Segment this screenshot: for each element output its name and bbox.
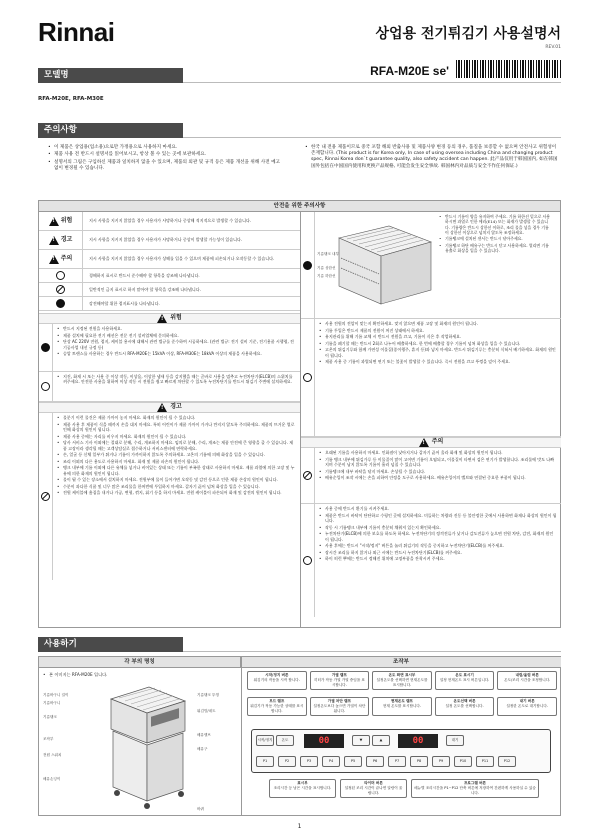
safety-box	[38, 200, 561, 628]
symbol-row-ground	[39, 297, 300, 311]
part-label: 조작부	[43, 737, 54, 741]
oil-item: • 기름탱크에 설치된 센서는 반드시 닦아주세요.	[439, 236, 551, 241]
ground-icon	[303, 261, 312, 270]
caution-item: • 사용 후에는 반드시 "시작/정지" 버튼을 눌러 튀김기의 작동을 중지하고 누전차단기(ELCB)를 꺼주세요.	[319, 543, 557, 548]
page-number: 1	[297, 823, 302, 830]
oil-level-block	[301, 212, 561, 319]
fryer-tank-diagram	[319, 220, 437, 310]
divider	[183, 82, 561, 83]
warning-item: • 제품 사용 후 제품이 식을 때까지 손을 대지 마세요. 특히 어린이가 제품 가까이 가거나 만지지 않도록 주의하세요. 제품의 뜨거운 열로 인해 화상의 원인이 됩니다.	[57, 422, 296, 433]
program-button-p8[interactable]: P8	[410, 756, 428, 767]
mandatory-icon	[303, 556, 312, 565]
down-button[interactable]: ▼	[352, 735, 370, 746]
parts-header: 각 부의 명칭	[39, 657, 241, 668]
fryer-illustration	[101, 681, 191, 813]
ground-icon	[56, 299, 65, 308]
panel-label-title: 온도선택 버튼	[453, 699, 476, 703]
panel-label-desc: 온도/조리 시간을 조정합니다.	[504, 677, 551, 682]
program-button-p7[interactable]: P7	[388, 756, 406, 767]
divider	[183, 137, 561, 138]
parts-note	[43, 672, 233, 679]
oil-item: • 반드시 기름이 양을 유지하여 주세요. 기름 하한선 밑으로 사용하시면 과열로 인한 에러(E14) 또는 화재가 발생할 수 있습니다. 기름량은 반드시 상한선 이하로, 조리 물을 넣을 경우 기름이 상한선 이상으로 넘치지 않도록 조정하세요.	[439, 214, 551, 235]
panel-label-desc: 튀김기가 작동 가능한 상태를 표시합니다.	[250, 703, 304, 713]
panel-label-desc: 메뉴별 조리시간을 P1~P12 단축 버튼에 저장하여 간편하게 사용하실 수 있습니다.	[414, 785, 536, 795]
document-title: 상업용 전기튀김기 사용설명서	[375, 26, 561, 42]
oil-level-list	[439, 214, 551, 254]
notice-right-list	[305, 145, 561, 171]
panel-label-title: 온도 화면 표시부	[388, 673, 416, 677]
usage-box	[38, 656, 561, 816]
danger-list	[53, 324, 300, 371]
caution-item: • 기름탱크에 내부 바닥을 닦지 마세요. 손상될 수 있습니다.	[319, 469, 557, 474]
danger-label: 위험	[170, 314, 182, 322]
legend-symbol-label: 주의	[60, 254, 73, 262]
part-label: 기름탱크	[43, 715, 57, 719]
warning-item: • 수분이 과다한 식품 및 너무 많은 조리물을 한꺼번에 투입하지 마세요. 갑자기 끓어 넘쳐 화상을 입을 수 있습니다.	[57, 484, 296, 489]
model-section-label: 모델명	[44, 70, 69, 80]
symbol-text: 경해하지 표시로 반드시 준수해야 할 항목을 강조해 나타냅니다.	[89, 272, 200, 278]
panel-label-desc: 조리시간 등 남은 시간을 표시합니다.	[273, 785, 332, 790]
caution-item: • 누전차단기(ELCB)에 의한 보호를 하도록 하세요. 누전차단기의 정격전류가 낮거나 감도전류가 높으면 전원 차단, 감전, 화재의 원인이 됩니다.	[319, 531, 557, 542]
legend-text: 지시 사항을 지키지 않았을 경우 사용자가 사망하거나 중상해 적지적으로 발생할 수 있습니다.	[89, 218, 252, 224]
operation-item: • 제품 사용 중 기름이 과열되면 연기 또는 불꽃이 발생할 수 있습니다. 즉시 전원을 끄고 뚜껑을 덮어 주세요.	[319, 359, 557, 364]
warning-item: • 물이 튈 수 있는 장소에서 설치하지 마세요. 전원부에 물이 들어가면 오작동 및 감전 등으로 인한 제품 손상의 원인이 됩니다.	[57, 477, 296, 482]
panel-header: 조작부	[241, 657, 561, 668]
panel-label-title: 프로그램 버튼	[463, 781, 487, 785]
model-names: RFA-M20E, RFA-M30E	[38, 96, 104, 102]
notice-item: • 이 제품은 상업용(업소용)으로만 가정용으로 사용하지 마세요.	[48, 145, 283, 151]
diagram-label: 기름 상한선	[317, 266, 336, 270]
program-button-p10[interactable]: P10	[454, 756, 472, 767]
notice-section-bar	[38, 123, 183, 138]
model-code: RFA-M20E se'	[370, 64, 449, 78]
panel-label-desc: 설정온도를 선택하면 현재온도를 표시합니다.	[376, 677, 428, 687]
caution-item: • 제품은 반드시 바닥이 단단하고 수평인 곳에 설치하세요. 미들하는 차량과 진동 등 불안정한 곳에서 사용하면 화재나 화상의 원인이 됩니다.	[319, 513, 557, 524]
program-button-p11[interactable]: P11	[476, 756, 494, 767]
timer-display: 00	[398, 734, 438, 748]
panel-standby-key	[446, 735, 464, 746]
caution-block-2	[301, 504, 561, 617]
legend-symbol-label: 위험	[60, 216, 73, 224]
safety-right-column	[301, 212, 561, 628]
part-label: 기름바구니	[43, 701, 61, 705]
warning-list	[53, 413, 300, 580]
warning-item: • 탱크 내부에 기름 이외에 다른 유체를 넣거나 비어있는 상태 또는 기름이 부족한 상태로 사용하지 마세요. 제품 과열에 의한 고장 및 누유에 의한 화재의 원인이 됩니다.	[57, 465, 296, 476]
ground-icon	[41, 343, 50, 352]
oil-item: • 기름탱크 하단 배유구는 반드시 닫고 사용하세요. 열리면 기름 유출로 화상을 입을 수 있습니다.	[439, 243, 551, 254]
danger-item: • 단상 AC 220V 전원, 접지, 케이블 용시에 대해서 관련 법규를 준수하여 시공하세요. (관련 법규: 전기 설비 기준, 전기용품 시행령, 전기공사업 내선 규정 등)	[57, 339, 296, 350]
program-keys	[256, 756, 516, 767]
warning-item: • 전원 케이블에 흠집을 내거나 가공, 변형, 꺾지, 휘기 등을 하지 마세요. 전원 케이블이 파손되어 화재 및 감전의 원인이 됩니다.	[57, 490, 296, 495]
caution-subheader	[301, 437, 561, 448]
operation-item: • 기름 투입은 반드시 제품의 전원이 꺼진 상태에서 하세요.	[319, 328, 557, 333]
notice-section-label: 주의사항	[44, 125, 77, 135]
caution-item: • 작동 시 기름탱크 내부에 기름이 충분히 채워져 있는지 확인하세요.	[319, 525, 557, 530]
operation-item: • 기름을 폐기할 때는 반드시 2회로 나누어 배출하세요. 한 번에 배출할 경우 기름이 넘쳐 화상을 입을 수 있습니다.	[319, 341, 557, 346]
panel-arrow-keys	[352, 735, 390, 746]
danger-block-2	[39, 372, 300, 402]
program-button-p9[interactable]: P9	[432, 756, 450, 767]
part-label: 기름바구니 걸이	[43, 693, 69, 697]
panel-label-title: 가열 램프	[331, 673, 347, 677]
panel-label-desc: 튀김기의 작동을 시작 합니다.	[253, 677, 300, 682]
program-button-p2[interactable]: P2	[278, 756, 296, 767]
legend-warning	[39, 231, 300, 250]
caution-item: • 사용 중에 반드시 환기를 시켜주세요.	[319, 506, 557, 511]
prohibited-icon	[56, 285, 65, 294]
caution-item: • 장시간 조리를 하지 않거나 외근 시에는 반드시 누전차단기(ELCB)를 꺼주세요.	[319, 550, 557, 555]
operation-list	[315, 319, 561, 436]
part-label: 전원 스위치	[43, 753, 62, 757]
symbol-text: 일반적인 금지 표시로 하지 말아야 할 항목을 강조해 나타냅니다.	[89, 286, 201, 292]
mandatory-icon	[41, 382, 50, 391]
danger-subheader	[39, 313, 300, 324]
oil-level-content	[315, 212, 561, 318]
warning-triangle-icon	[49, 236, 59, 245]
legend-danger	[39, 212, 300, 231]
usage-section-bar	[38, 637, 183, 652]
mandatory-icon	[56, 271, 65, 280]
warning-triangle-icon	[419, 438, 429, 447]
danger-list-2	[53, 372, 300, 401]
part-label: 배유손잉이	[43, 777, 61, 781]
legend-text: 지시 사항을 지키지 않았을 경우 사용자가 사망하거나 중상이 발생할 가능성이 있습니다.	[89, 237, 243, 243]
notice-left-list	[48, 145, 283, 173]
panel-label-title: 가열 차단 램프	[327, 699, 352, 703]
danger-item: • 반드시 지정된 전원을 사용하세요.	[57, 326, 296, 331]
diagram-label: 기름 하한선	[317, 274, 336, 278]
caution-item: • 배유순잉이 조작 시에는 손을 피하여 안정을 도구로 사용하세요. 배유손잉이의 밸브와 연결된 중요한 부품이 됩니다.	[319, 475, 557, 480]
notice-item: • 한국 내 전용 제품이므로 중국 포함 해외 반출사용 및 제품사양 변경 등의 경우, 품질을 보증할 수 없으며 안전사고 위험성이 존재합니다. (This product is for Korea only, In case of using oversea including China and changing product spec, Rinnai Korea don`t guarantee quality, also safety accident can happen. 此产品仅用于韩国国内, 如在韩国国外包括在中国国内使用和更换产品规格, 可能会发生安全事故. 韩国林内对品质与安全不作任何保证.)	[305, 145, 561, 170]
program-button-p4[interactable]: P4	[322, 756, 340, 767]
panel-label-desc: 설정 온도를 선택합니다.	[445, 703, 484, 708]
caution-item: • 오래된 기름을 사용하지 마세요. 인화점이 낮아지거나 갑자기 끓어 올라 화재 및 화상의 원인이 됩니다.	[319, 450, 557, 455]
standby-button[interactable]: 대기	[446, 735, 464, 746]
part-label: 기름탱크 뚜껑	[197, 693, 219, 697]
caution-block	[301, 448, 561, 504]
warning-item: • 당사 서비스 기사 이외에는 절대로 분해, 수리, 개조하지 마세요. 임의로 분해, 수리, 개조는 제품 안전에 큰 영향을 줄 수 있습니다. 제품 고장이라 생각될 때는 고객상담실로 접수하거나 서비스센터에 연락하세요.	[57, 440, 296, 451]
danger-item: • 지진, 화재 시 또는 사용 중 이상 작동, 이상음, 이상한 냄새 등을 감지했을 때는 곧바로 사용을 멈추고 누전차단기(ELCB)의 스위치를 꺼주세요. 안전한 사용을 위하여 이상 작동 시 전원을 쉽고 빠르게 차단할 수 있도록 누전차단기를 반드시 튀김기 주변에 설치하세요.	[57, 374, 296, 385]
panel-labels-top	[247, 671, 557, 690]
panel-label-desc: 현재 온도를 표시합니다.	[382, 703, 422, 708]
brand-logo: Rinnai	[38, 17, 115, 47]
program-button-p6[interactable]: P6	[366, 756, 384, 767]
program-button-p5[interactable]: P5	[344, 756, 362, 767]
caution-label: 주의	[431, 438, 444, 446]
panel-label-title: 대기 버튼	[519, 699, 535, 703]
caution-item: • 기름 탱크 내부에 튀김가루 등 이물질이 많이 고이면 기름이 오염되고, 이물질이 타면서 검은 연기가 발생합니다. 조리물에 맛도 나빠지며 수분이 남지 않도록 기름이 흘러 넘칠 수 있습니다.	[319, 457, 557, 468]
operation-item: • 사용 전원의 전압이 맞는지 확인하세요. 맞지 않으면 제품 고장 및 화재의 원인이 됩니다.	[319, 321, 557, 326]
symbol-row-mandatory	[39, 269, 300, 283]
panel-top-keys	[256, 735, 294, 746]
legend-symbol-label: 경고	[60, 235, 73, 243]
warning-label: 경고	[170, 403, 182, 411]
warning-subheader	[39, 402, 300, 413]
program-button-p1[interactable]: P1	[256, 756, 274, 767]
prohibited-icon	[303, 471, 312, 480]
symbol-row-prohibited	[39, 283, 300, 297]
operation-block	[301, 319, 561, 437]
mandatory-icon	[303, 373, 312, 382]
caution-list	[315, 448, 561, 503]
divider	[241, 657, 242, 815]
warning-triangle-icon	[157, 314, 167, 323]
panel-labels-bottom	[269, 779, 539, 798]
warning-item: • 손, 얼굴 등 신체 일부가 튀거나 기름이 가까이하지 않도록 주의하세요. 고온의 기름에 의해 화상을 입을 수 있습니다.	[57, 452, 296, 457]
temperature-display: 00	[304, 734, 344, 748]
panel-label-title: 모드 램프	[269, 699, 285, 703]
control-panel	[251, 729, 551, 773]
usage-section-label: 사용하기	[44, 639, 77, 649]
part-label: 배유밸브	[197, 733, 211, 737]
start-stop-button[interactable]: 시작/정지	[256, 735, 274, 746]
diagram-label: 기름탱크 내부	[317, 252, 339, 256]
notice-item: • 제품 사용 전 반드시 설명서를 읽어보시고, 항상 볼 수 있는 곳에 보관하세요.	[48, 152, 283, 158]
panel-label-desc: 설정 현재온도 표시 버튼입니다.	[439, 677, 490, 682]
panel-label-desc: 설정한 온도로 대기합니다.	[506, 703, 548, 708]
warning-triangle-icon	[157, 403, 167, 412]
warning-triangle-icon	[49, 255, 59, 264]
panel-label-title: 현재온도 램프	[390, 699, 414, 703]
panel-label-title: 내림/올림 버튼	[515, 673, 539, 677]
danger-item: • 승압 트랜스를 사용하는 경우 반드시 RFA-M20E는 15kVA 이상, RFA-M30E는 18kVA 이상의 제품을 사용하세요.	[57, 351, 296, 356]
temperature-button[interactable]: 온도	[276, 735, 294, 746]
symbol-text: 강전해야할 위한 접지표시를 나타냅니다.	[89, 300, 160, 306]
legend-caution	[39, 250, 300, 269]
warning-item: • 제품 사용 중에는 자리를 비우지 마세요. 화재의 원인이 될 수 있습니다.	[57, 434, 296, 439]
barcode	[456, 60, 561, 78]
caution-item: • 하이 히런 뿌에는 반드시 정해진 위치에 고정부품을 잔착시켜 주세요.	[319, 556, 557, 561]
caution-list-2	[315, 504, 561, 617]
panel-labels-top2	[247, 697, 557, 716]
danger-block	[39, 324, 300, 372]
notice-item: • 설명서의 그림은 구입하신 제품과 일치하지 않을 수 있으며, 제품의 외관 및 규격 등은 제품 개선을 위해 사전 예고 없이 변경될 수 있습니다.	[48, 160, 283, 172]
revision-label: REV.01	[545, 45, 561, 50]
operation-item: • 유지관리를 위해 기름 교체 시 반드시 전원을 끄고, 기름이 식은 후 작업하세요.	[319, 334, 557, 339]
part-label: 배유구	[197, 747, 208, 751]
divider	[183, 651, 561, 652]
warning-triangle-icon	[49, 217, 59, 226]
panel-label-title: 온도 표시기	[455, 673, 474, 677]
safety-left-column	[39, 212, 301, 628]
panel-label-desc: 히터가 작동 가열 가열 중임을 표시합니다.	[313, 677, 365, 687]
panel-label-title: 타이머 버튼	[364, 781, 383, 785]
panel-label-title: 표시부	[297, 781, 308, 785]
prohibited-icon	[41, 492, 50, 501]
warning-item: • 조리 이외의 다른 용도로 사용하지 마세요. 화재 및 제품 파손의 원인이 됩니다.	[57, 459, 296, 464]
panel-label-desc: 설정된 조리 시간이 끝나면 알람이 울립니다.	[344, 785, 403, 795]
program-button-p12[interactable]: P12	[498, 756, 516, 767]
program-button-p3[interactable]: P3	[300, 756, 318, 767]
safety-header: 안전을 위한 주의사항	[39, 201, 560, 212]
operation-item: • 고온의 튀김기루와 함께 가연성 이물질(종이행주, 휴지 등)과 넣지 마세요. 반드시 튀김기루는 충분히 식혀서 배기하세요. 화재의 원인이 됩니다.	[319, 347, 557, 358]
part-label: 튀김망/네트	[197, 709, 216, 713]
legend-text: 지시 사항을 지키지 않았을 경우 사용자가 상해를 입을 수 있으며 제품에 피손되거나 오작동할 수 있습니다.	[89, 256, 275, 262]
model-section-bar	[38, 68, 183, 83]
panel-label-title: 시작/정지 버튼	[265, 673, 289, 677]
parts-note-text: • 본 이미지는 RFA-M20E 입니다.	[43, 672, 233, 678]
warning-block	[39, 413, 300, 580]
part-label: 바퀴	[197, 807, 204, 811]
warning-item: • 물분기 이런 물건은 제품 가까이 놓지 마세요. 화재의 원인이 될 수 있습니다.	[57, 415, 296, 420]
danger-item: • 제품 설치에 필요한 전기 배선은 전문 전기 설비업체에 문의하세요.	[57, 333, 296, 338]
up-button[interactable]: ▲	[372, 735, 390, 746]
panel-label-desc: 설정온도보다 높으면 가열이 차단됩니다.	[313, 703, 366, 713]
